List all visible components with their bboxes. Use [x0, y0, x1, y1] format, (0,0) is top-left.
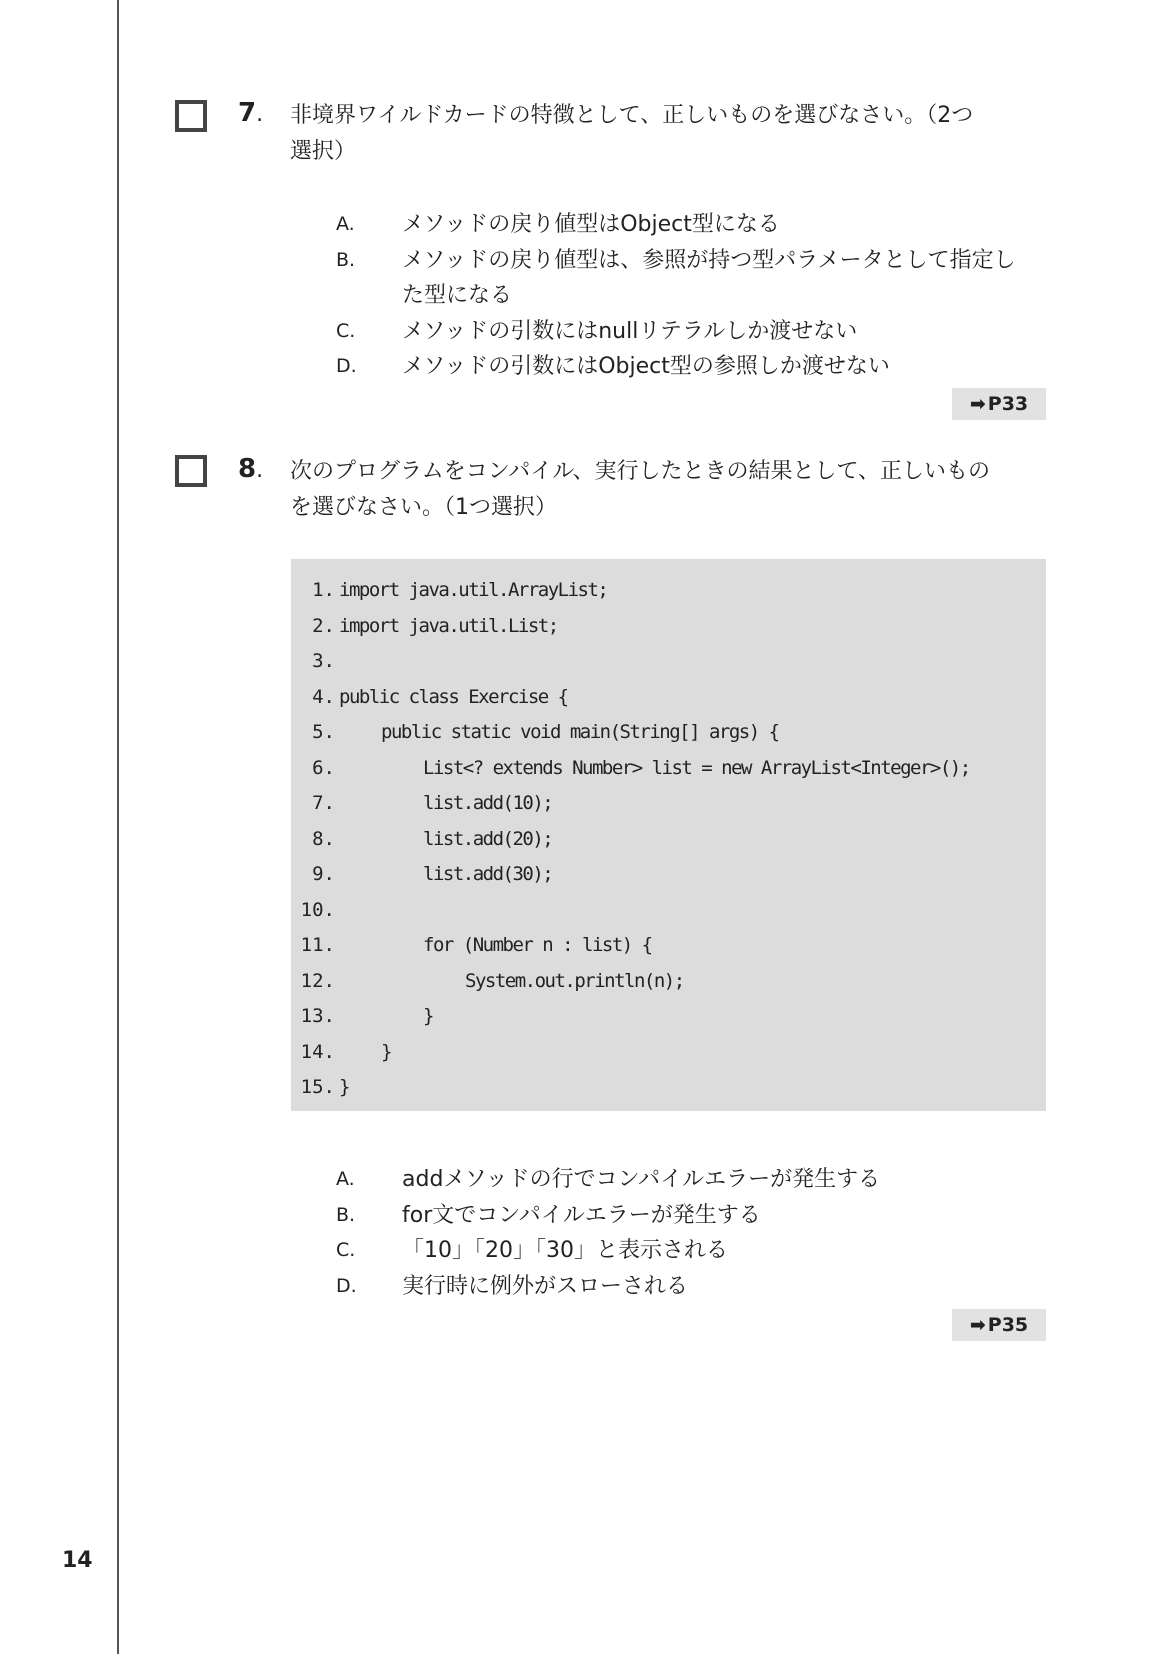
code-text: import java.util.ArrayList; — [339, 579, 608, 601]
option-text: addメソッドの行でコンパイルエラーが発生する — [402, 1167, 881, 1192]
code-line — [291, 1070, 970, 1106]
option-text: メソッドの戻り値型は、参照が持つ型パラメータとして指定し — [402, 247, 1016, 273]
code-line — [291, 857, 970, 893]
option-text: メソッドの戻り値型はObject型になる — [402, 212, 780, 237]
page-reference: P33 — [987, 393, 1029, 415]
code-text: for (Number n : list) { — [423, 934, 652, 956]
option-a[interactable] — [336, 207, 1056, 243]
question-text-line-2: 選択） — [290, 139, 357, 164]
line-number: 10. — [300, 898, 335, 921]
line-number: 15. — [300, 1076, 335, 1098]
question-number — [238, 454, 263, 484]
question-text-line-1: 非境界ワイルドカードの特徴として、正しいものを選びなさい。（2つ — [290, 103, 974, 128]
code-text: List<? extends Number> list = new ArrayList<Integer>(); — [423, 756, 970, 779]
option-text: メソッドの引数にはObject型の参照しか渡せない — [402, 354, 890, 379]
line-number: 7. — [312, 792, 335, 814]
question-number-dot: . — [256, 102, 264, 127]
option-letter: C. — [336, 1239, 356, 1261]
option-c[interactable] — [336, 314, 1056, 350]
code-listing — [291, 559, 1046, 1111]
line-number: 8. — [312, 827, 335, 850]
answer-options — [336, 1162, 1056, 1304]
code-line — [291, 893, 970, 929]
code-line — [291, 786, 970, 822]
arrow-right-icon: ➡ — [969, 1314, 986, 1336]
code-text: } — [381, 1040, 391, 1063]
code-line — [291, 928, 970, 964]
line-number: 13. — [300, 1005, 335, 1027]
question-number-value: 7 — [238, 98, 257, 128]
line-number: 9. — [312, 863, 335, 885]
option-letter: D. — [336, 1274, 357, 1297]
code-text: list.add(20); — [423, 827, 553, 850]
line-number: 1. — [312, 579, 335, 601]
question-number-value: 8 — [238, 454, 257, 484]
option-d[interactable] — [336, 1269, 1056, 1305]
code-line — [291, 751, 970, 787]
code-text: } — [423, 1005, 433, 1027]
option-d[interactable] — [336, 349, 1056, 385]
question-text-line-2: を選びなさい。（1つ選択） — [290, 495, 557, 520]
option-a[interactable] — [336, 1162, 1056, 1198]
checkbox-icon[interactable] — [175, 455, 207, 487]
line-number: 2. — [312, 614, 335, 637]
code-text: list.add(30); — [423, 863, 553, 885]
code-line — [291, 609, 970, 645]
code-text: list.add(10); — [423, 792, 553, 814]
option-text-continued: た型になる — [402, 283, 513, 308]
page-reference-tag[interactable] — [952, 388, 1046, 420]
code-text: public class Exercise { — [339, 685, 568, 708]
line-number: 6. — [312, 756, 335, 779]
page-reference: P35 — [987, 1314, 1029, 1336]
code-line — [291, 680, 970, 716]
option-text: メソッドの引数にはnullリテラルしか渡せない — [402, 318, 858, 344]
code-line — [291, 999, 970, 1035]
line-number: 4. — [312, 685, 335, 708]
line-number: 3. — [312, 650, 335, 672]
option-text: for文でコンパイルエラーが発生する — [402, 1202, 761, 1228]
question-text-line-1: 次のプログラムをコンパイル、実行したときの結果として、正しいもの — [290, 459, 991, 484]
checkbox-icon[interactable] — [175, 100, 207, 132]
option-text: 「10」「20」「30」と表示される — [402, 1238, 728, 1263]
question-number-dot: . — [256, 458, 264, 483]
line-number: 11. — [300, 934, 335, 956]
option-letter: A. — [336, 213, 355, 235]
code-line — [291, 715, 970, 751]
code-text: public static void main(String[] args) { — [381, 721, 779, 743]
code-text: } — [339, 1076, 349, 1098]
margin-rule — [117, 0, 119, 1654]
option-text: 実行時に例外がスローされる — [402, 1273, 689, 1299]
option-c[interactable] — [336, 1233, 1056, 1269]
option-letter: A. — [336, 1168, 355, 1190]
option-letter: B. — [336, 1203, 356, 1226]
code-text: System.out.println(n); — [465, 969, 684, 992]
answer-options — [336, 207, 1056, 385]
option-b[interactable] — [336, 243, 1056, 314]
line-number: 12. — [300, 969, 335, 992]
code-line — [291, 964, 970, 1000]
page-reference-tag[interactable] — [952, 1309, 1046, 1341]
option-letter: D. — [336, 355, 357, 377]
question-number — [238, 98, 263, 128]
code-lines — [291, 573, 970, 1106]
option-letter: B. — [336, 248, 356, 271]
page-number: 14 — [62, 1548, 93, 1573]
arrow-right-icon: ➡ — [969, 393, 986, 415]
line-number: 14. — [300, 1040, 335, 1063]
code-line — [291, 644, 970, 680]
line-number: 5. — [312, 721, 335, 743]
code-line — [291, 573, 970, 609]
question-text — [290, 98, 1050, 170]
code-line — [291, 1035, 970, 1071]
option-letter: C. — [336, 319, 356, 342]
code-text: import java.util.List; — [339, 614, 558, 637]
question-text — [290, 454, 1050, 526]
option-b[interactable] — [336, 1198, 1056, 1234]
code-line — [291, 822, 970, 858]
